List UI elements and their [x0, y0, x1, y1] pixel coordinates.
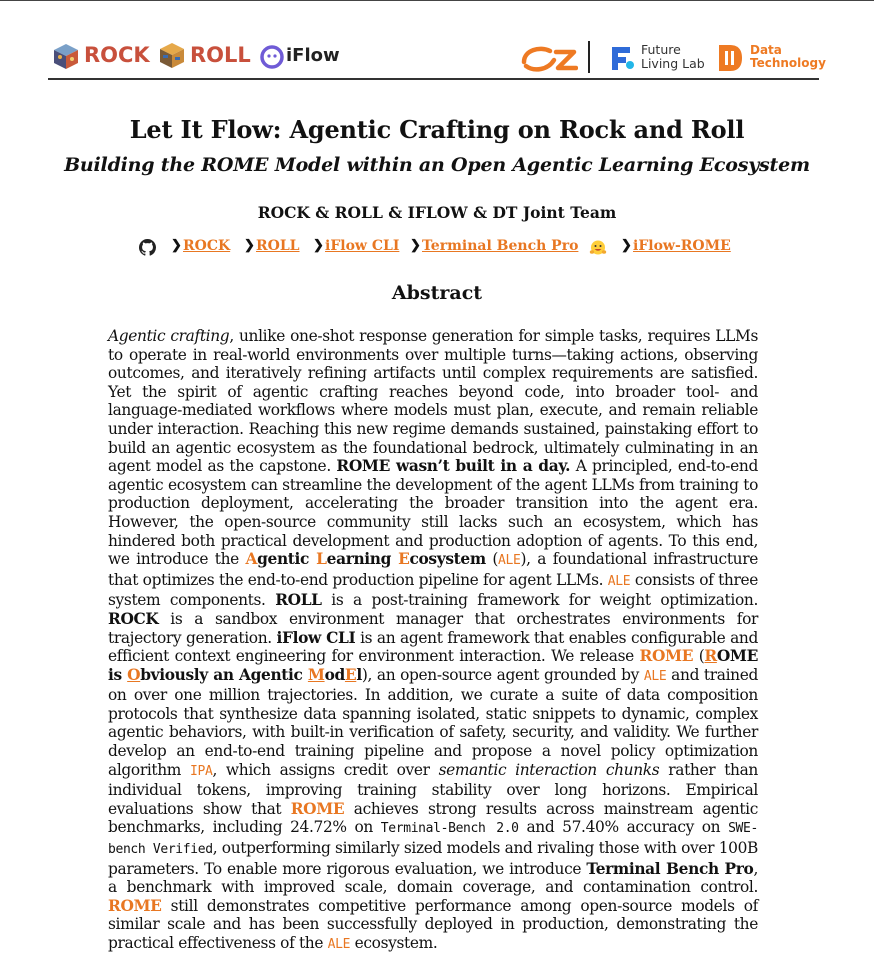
chevron-right-icon: ❯	[171, 238, 182, 253]
abstract-heading: Abstract	[391, 282, 483, 304]
paper-title: Let It Flow: Agentic Crafting on Rock and Roll	[129, 115, 745, 144]
rock-logo-text: ROCK	[84, 43, 150, 67]
abstract-body: Agentic crafting, unlike one-shot response generation for simple tasks, requires LLMs to operate in real-world environments over multiple turns—taking actions, observing outcomes, and iteratively refining artifacts until complex requirements are satisfied. Yet the spirit of agentic crafting reaches beyond code, into broader tool- and language-mediated workflows where models must plan, execute, and remain reliable under interaction. Reaching this new regime demands sustained, painstaking effort to build an agentic ecosystem as the foundational bedrock, ultimately culminating in an agent model as the capstone. ROME wasn’t built in a day. A principled, end-to-end agentic ecosystem can streamline the development of the agent LLMs from training to production deployment, accelerating the broader transition into the agent era. However, the open-source community still lacks such an ecosystem, which has hindered both practical development and production adoption of agents. To this end, we introduce the Agentic Learning Ecosystem (ALE), a foundational infrastructure that optimizes the end-to-end production pipeline for agent LLMs. ALE consists of three system components. ROLL is a post-training framework for weight optimization. ROCK is a sandbox environment manager that orchestrates environments for trajectory generation. iFlow CLI is an agent framework that enables configurable and efficient context engineering for environment interaction. We release ROME (ROME is Obviously an Agentic ModEl), an open-source agent grounded by ALE and trained on over one million trajectories. In addition, we curate a suite of data composition protocols that synthesize data spanning isolated, static snippets to dynamic, complex agentic behaviors, with built-in verification of safety, security, and validity. We further develop an end-to-end training pipeline and propose a novel policy optimization algorithm IPA, which assigns credit over semantic interaction chunks rather than individual tokens, improving training stability over long horizons. Empirical evaluations show that ROME achieves strong results across mainstream agentic benchmarks, including 24.72% on Terminal-Bench 2.0 and 57.40% accuracy on SWE-bench Verified, outperforming similarly sized models and rivaling those with over 100B parameters. To enable more rigorous evaluation, we introduce Terminal Bench Pro, a benchmark with improved scale, domain coverage, and contamination control. ROME still demonstrates competitive performance among open-source models of similar scale and has been successfully deployed in production, demonstrating the practical effectiveness of the ALE ecosystem.	[108, 327, 758, 952]
roll-logo-text: ROLL	[190, 43, 251, 67]
link-rock[interactable]: ROCK	[183, 238, 231, 254]
authors: ROCK & ROLL & IFLOW & DT Joint Team	[257, 203, 617, 222]
top-border	[0, 0, 874, 1]
roll-cube-icon	[158, 41, 186, 71]
link-terminal-bench-pro[interactable]: Terminal Bench Pro	[422, 238, 579, 254]
iflow-logo-text: iFlow	[286, 45, 340, 66]
iflow-icon	[260, 45, 284, 69]
chevron-right-icon: ❯	[621, 238, 632, 253]
link-iflow-cli[interactable]: iFlow CLI	[325, 238, 400, 254]
future-living-lab-text: Future Living Lab	[641, 42, 705, 71]
chevron-right-icon: ❯	[244, 238, 255, 253]
resource-links	[0, 237, 874, 259]
header-rule	[48, 78, 819, 80]
chevron-right-icon: ❯	[313, 238, 324, 253]
github-icon	[139, 239, 156, 256]
data-technology-text: Data Technology	[750, 43, 826, 70]
data-technology-icon	[716, 42, 744, 74]
hugging-face-icon	[589, 239, 607, 257]
chevron-right-icon: ❯	[410, 238, 421, 253]
rock-cube-icon	[52, 42, 80, 70]
link-roll[interactable]: ROLL	[256, 238, 300, 254]
logo-divider	[588, 41, 590, 73]
paper-subtitle: Building the ROME Model within an Open Agentic Learning Ecosystem	[64, 154, 810, 176]
logo-bar	[48, 38, 826, 78]
link-iflow-rome[interactable]: iFlow-ROME	[633, 238, 731, 254]
company-logo-icon	[520, 42, 578, 74]
future-living-lab-icon	[606, 43, 636, 73]
